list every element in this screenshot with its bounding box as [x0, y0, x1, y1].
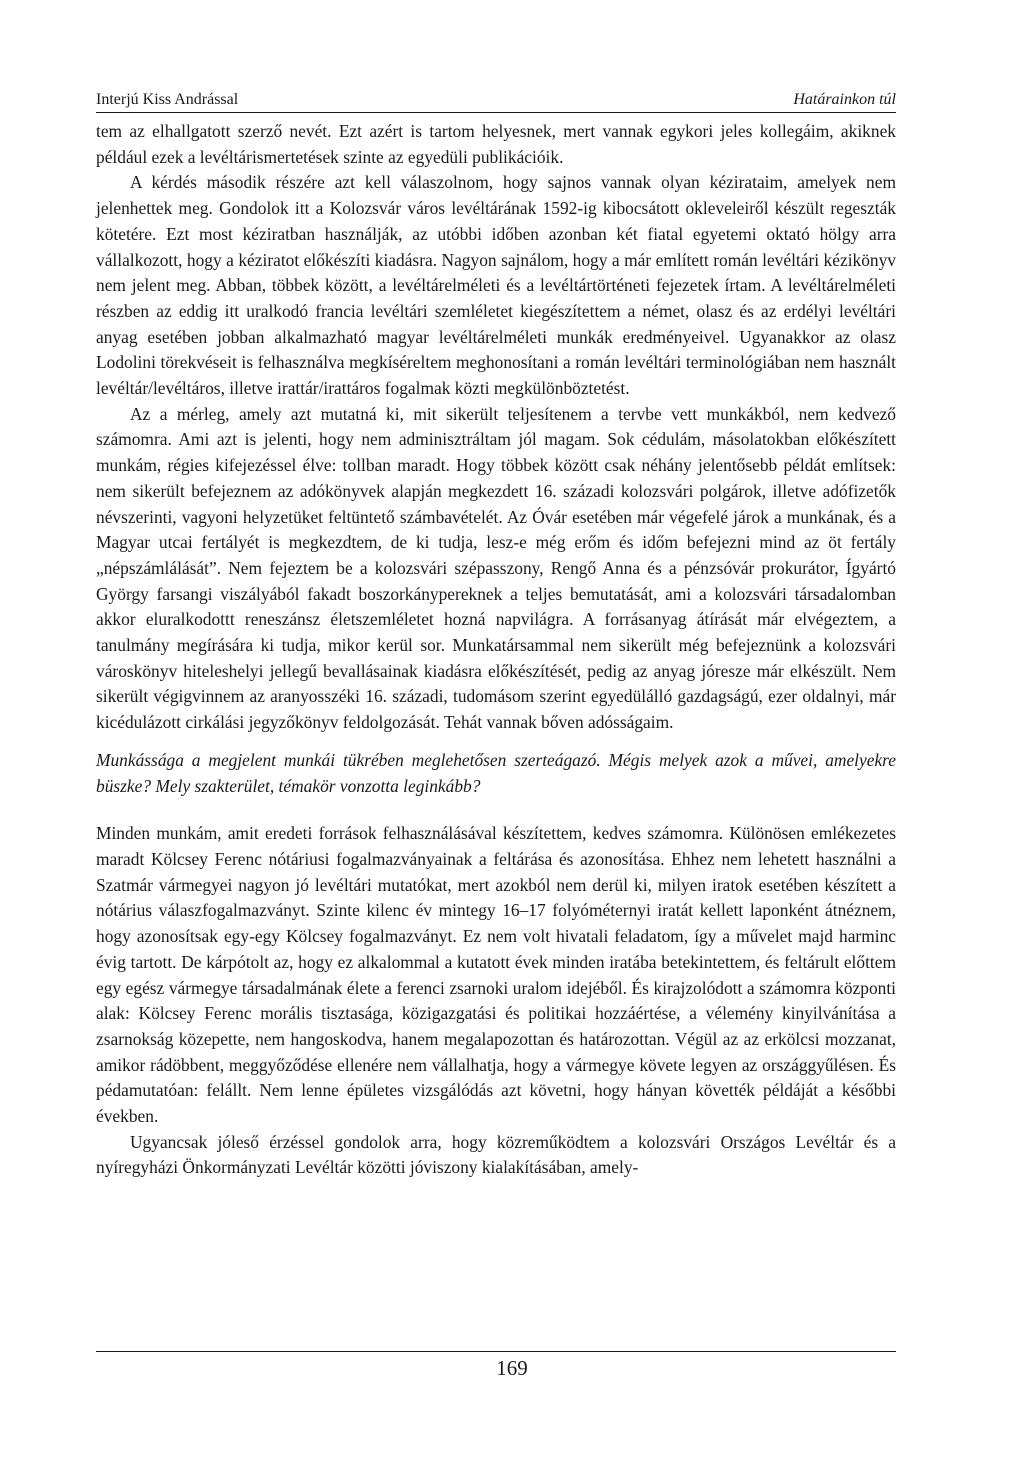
body-text [96, 119, 896, 1181]
interview-question [96, 748, 896, 799]
answer-paragraph: Ugyancsak jóleső érzéssel gondolok arra, hogy közreműködtem a kolozsvári Országos Levéltár és a nyíregyházi Önkormányzati Levéltár közötti jóviszony kialakításában, amely- [96, 1131, 896, 1178]
paragraph: Az a mérleg, amely azt mutatná ki, mit sikerült teljesítenem a tervbe vett munkákból, nem kedvező számomra. Ami azt is jelenti, hogy nem adminisztráltam jól magam. Sok cédulám, másolatokban előkészített munkám, régies kifejezéssel élve: tollban maradt. Hogy többek között csak néhány jelentősebb példát említsek: nem sikerült befejeznem az adókönyvek alapján megkezdett 16. századi kolozsvári polgárok, illetve adófizetők névszerinti, vagyoni helyzetüket feltüntető számbavételét. Az Óvár esetében már végefelé járok a munkának, és a Magyar utcai fertályét is megkezdtem, de ki tudja, lesz-e még erőm és időm befejezni mind az öt fertály „népszámlálását”. Nem fejeztem be a kolozsvári szépasszony, Rengő Anna és a pénzsóvár prokurátor, Ígyártó György farsangi viszályából fakadt boszorkánypereknek a teljes bemutatását, ami a kolozsvári társadalomban akkor eluralkodottt reneszánsz életszemléletet hozná napvilágra. A forrásanyag átírását már elvégeztem, a tanulmány megírására ki tudja, mikor kerül sor. Munkatársammal nem sikerült még befejeznünk a kolozsvári városkönyv hiteleshelyi jellegű bevallásainak kiadásra előkészítését, pedig az anyag jóresze már elkészült. Nem sikerült végigvinnem az aranyosszéki 16. századi, tudomásom szerint egyedülálló gazdagságú, ezer oldalnyi, már kicédulázott cirkálási jegyzőkönyv feldolgozását. Tehát vannak bőven adósságaim. [96, 403, 896, 733]
paragraph: tem az elhallgatott szerző nevét. Ezt azért is tartom helyesnek, mert vannak egykori jeles kollegáim, akiknek például ezek a levéltárismertetések szinte az egyedüli publikációik. [96, 121, 896, 167]
answer-paragraph: Minden munkám, amit eredeti források felhasználásával készítettem, kedves számomra. Különösen emlékezetes maradt Kölcsey Ferenc nótáriusi fogalmazványainak a feltárása és azonosítása. Ehhez nem lehetett használni a Szatmár vármegyei nagyon jó levéltári mutatókat, mert azokból nem derül ki, milyen iratok esetében készített a nótárius válaszfogalmazványt. Szinte kilenc év mintegy 16–17 folyóméternyi iratát kellett laponként átnéznem, hogy azonosítsak egy-egy Kölcsey fogalmazványt. Ez nem volt hivatali feladatom, így a művelet majd harminc évig tartott. De kárpótolt az, hogy ez alkalommal a kutatott évek minden iratába betekintettem, és feltárult előttem egy egész vármegye társadalmának élete a ferenci zsarnoki uralom idejéből. És kirajzolódott a számomra központi alak: Kölcsey Ferenc morális tisztasága, közigazgatási és politikai hozzáértése, a vélemény kinyilvánítása a zsarnokság közepette, nem hangoskodva, hanem megalapozottan és határozottan. Végül az az erkölcsi mozzanat, amikor rádöbbent, meggyőződése ellenére nem vállalhatja, hogy a vármegye követe legyen az országgyűlésen. És pédamutatóan: felállt. Nem lenne épületes vizsgálódás azt követni, hogy hányan követték példáját a későbbi években. [96, 823, 896, 1127]
header-section-title: Határainkon túl [793, 91, 896, 108]
header-article-title: Interjú Kiss Andrással [96, 91, 239, 108]
running-header [96, 86, 896, 113]
question-text: Munkássága a megjelent munkái tükrében meglehetősen szerteágazó. Mégis melyek azok a művei, amelyekre büszke? Mely szakterület, témakör vonzotta leginkább? [96, 749, 896, 796]
paragraph: A kérdés második részére azt kell válaszolnom, hogy sajnos vannak olyan kézirataim, amelyek nem jelenhettek meg. Gondolok itt a Kolozsvár város levéltárának 1592-ig kibocsátott okleveleiről készült regeszták kötetére. Ezt most kéziratban használják, az utóbbi időben azonban két fiatal egyetemi oktató hölgy arra vállalkozott, hogy a kéziratot előkészíti kiadásra. Nagyon sajnálom, hogy a már említett román levéltári kézikönyv nem jelent meg. Abban, többek között, a levéltárelméleti és a levéltártörténeti fejezetek írtam. A levéltárelméleti részben az eddig itt uralkodó francia levéltári szemléletet kiegészítettem a német, olasz és az erdélyi levéltári anyag esetében jobban alkalmazható magyar levéltárelméleti munkák eredményeivel. Ugyanakkor az olasz Lodolini törekvéseit is felhasználva megkíséreltem meghonosítani a román levéltári terminológiában nem használt levéltár/levéltáros, illetve irattár/irattáros fogalmak közti megkülönböztetést. [96, 172, 896, 399]
page-number: 169 [496, 1356, 528, 1380]
page [96, 86, 896, 1181]
footer-rule [96, 1351, 896, 1352]
